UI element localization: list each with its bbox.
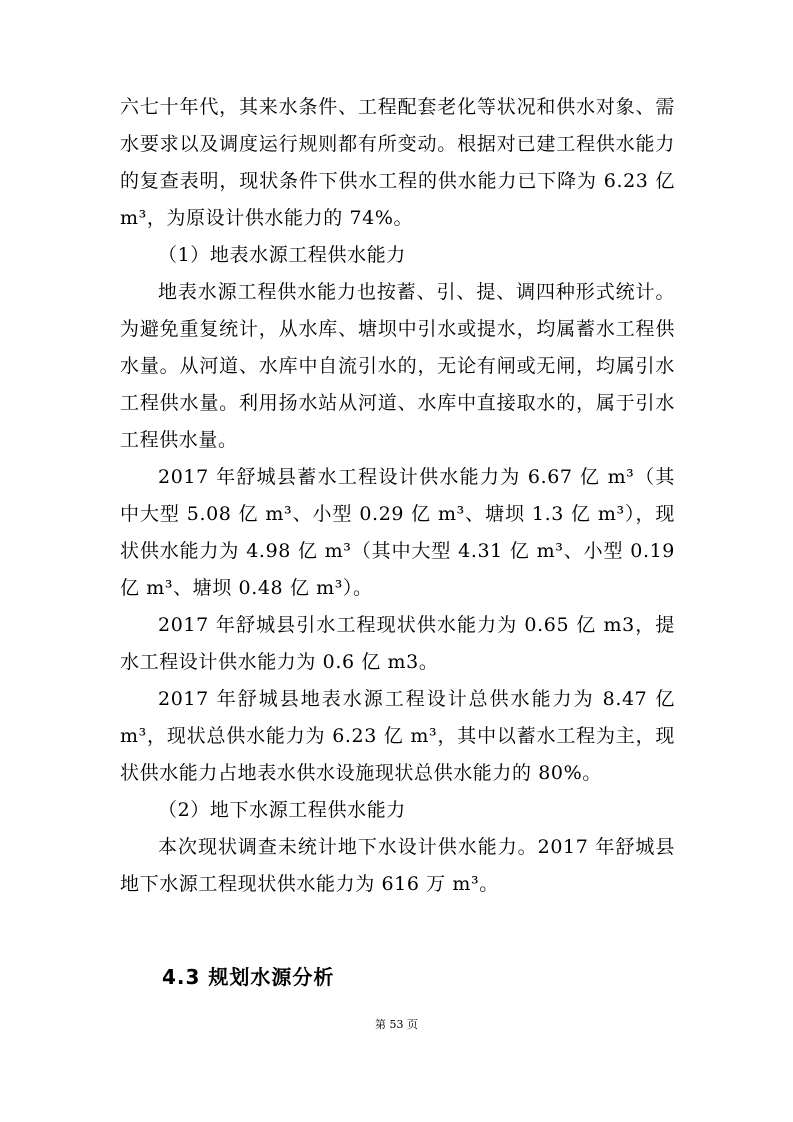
subheading-groundwater: （2）地下水源工程供水能力 xyxy=(158,799,406,821)
page-number: 第 53 页 xyxy=(375,1018,418,1031)
paragraph-3: 地表水源工程供水能力也按蓄、引、提、调四种形式统计。为避免重复统计，从水库、塘坝中引水或提水，均属蓄水工程供水量。从河道、水库中自流引水的，无论有闸或无闸，均属引水工程供水量。利用扬水站从河道、水库中直接取水的，属于引水工程供水量。 xyxy=(120,281,675,451)
section-heading: 4.3 规划水源分析 xyxy=(162,965,335,989)
paragraph-1: 六七十年代，其来水条件、工程配套老化等状况和供水对象、需水要求以及调度运行规则都有所变动。根据对已建工程供水能力的复查表明，现状条件下供水工程的供水能力已下降为 6.23 亿 m³，为原设计供水能力的 74%。 xyxy=(120,96,675,229)
paragraph-8: 本次现状调查未统计地下水设计供水能力。2017 年舒城县地下水源工程现状供水能力为 616 万 m³。 xyxy=(120,836,675,895)
paragraph-6: 2017 年舒城县地表水源工程设计总供水能力为 8.47 亿 m³，现状总供水能力为 6.23 亿 m³，其中以蓄水工程为主，现状供水能力占地表水供水设施现状总供水能力的 80%。 xyxy=(120,688,675,784)
paragraph-5: 2017 年舒城县引水工程现状供水能力为 0.65 亿 m3，提水工程设计供水能力为 0.6 亿 m3。 xyxy=(120,614,675,673)
body-text xyxy=(120,89,675,903)
subheading-surface-water: （1）地表水源工程供水能力 xyxy=(158,244,406,266)
paragraph-4: 2017 年舒城县蓄水工程设计供水能力为 6.67 亿 m³（其中大型 5.08 亿 m³、小型 0.29 亿 m³、塘坝 1.3 亿 m³），现状供水能力为 4.98 亿 m³（其中大型 4.31 亿 m³、小型 0.19 亿 m³、塘坝 0.48 亿 m³）。 xyxy=(120,466,675,599)
